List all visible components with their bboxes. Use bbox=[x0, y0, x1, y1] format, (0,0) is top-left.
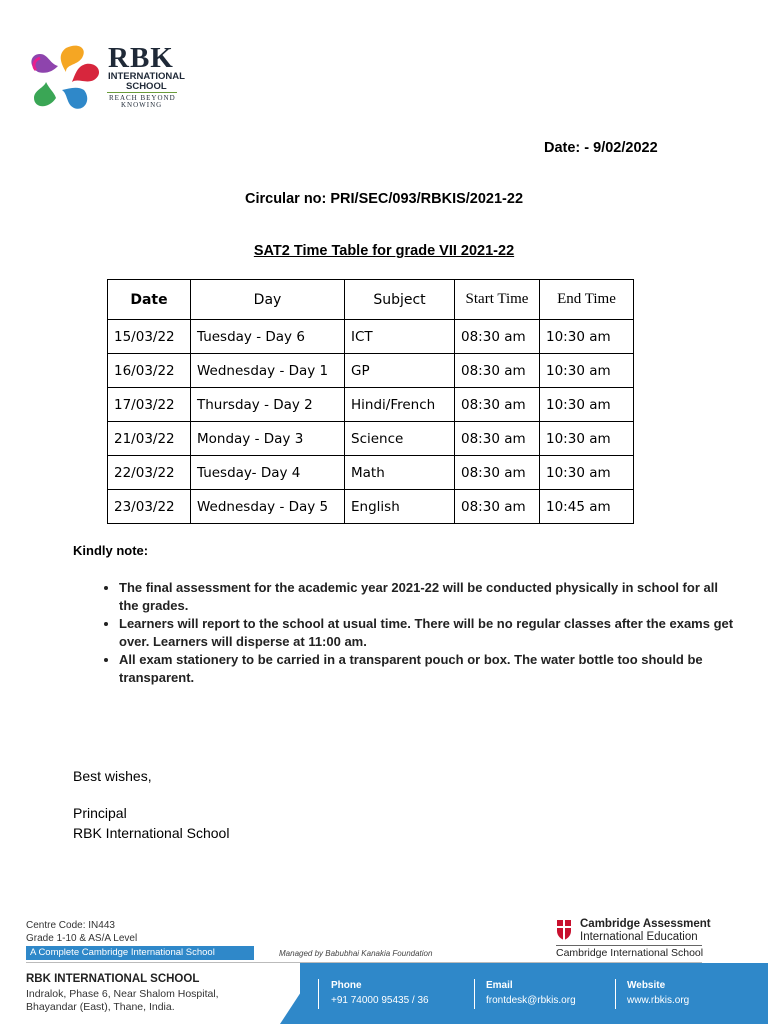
table-row bbox=[108, 354, 634, 388]
cell-start: 08:30 am bbox=[455, 320, 540, 354]
header-subject: Subject bbox=[345, 280, 455, 320]
list-item: • All exam stationery to be carried in a transparent pouch or box. The water bottle too should be transparent. bbox=[119, 651, 739, 687]
timetable-table bbox=[107, 279, 634, 524]
cell-day: Wednesday - Day 5 bbox=[191, 490, 345, 524]
cambridge-shield-icon bbox=[556, 919, 572, 941]
cell-date: 17/03/22 bbox=[108, 388, 191, 422]
cell-day: Wednesday - Day 1 bbox=[191, 354, 345, 388]
header-date: Date bbox=[108, 280, 191, 320]
circular-date: Date: - 9/02/2022 bbox=[544, 140, 658, 156]
logo-line-international: INTERNATIONAL bbox=[108, 71, 185, 82]
circular-number: Circular no: PRI/SEC/093/RBKIS/2021-22 bbox=[244, 191, 524, 207]
cell-start: 08:30 am bbox=[455, 354, 540, 388]
cell-date: 22/03/22 bbox=[108, 456, 191, 490]
cell-end: 10:30 am bbox=[540, 422, 634, 456]
logo-line-school: SCHOOL bbox=[126, 81, 167, 92]
table-row bbox=[108, 320, 634, 354]
logo-tagline-2: KNOWING bbox=[121, 101, 163, 109]
list-item: • Learners will report to the school at usual time. There will be no regular classes after the exams get over. Learners will disperse at 11:00 am. bbox=[119, 615, 739, 651]
cell-date: 15/03/22 bbox=[108, 320, 191, 354]
table-row bbox=[108, 490, 634, 524]
list-item: • The final assessment for the academic year 2021-22 will be conducted physically in school for all the grades. bbox=[119, 579, 739, 615]
cell-start: 08:30 am bbox=[455, 422, 540, 456]
cell-start: 08:30 am bbox=[455, 490, 540, 524]
logo-divider bbox=[107, 92, 177, 93]
header-start-time: Start Time bbox=[455, 280, 540, 320]
logo-tagline-1: REACH BEYOND bbox=[109, 94, 176, 102]
timetable-title: SAT2 Time Table for grade VII 2021-22 bbox=[253, 243, 515, 259]
email-label: Email bbox=[486, 980, 513, 991]
cell-date: 21/03/22 bbox=[108, 422, 191, 456]
cell-subject: English bbox=[345, 490, 455, 524]
cell-end: 10:30 am bbox=[540, 320, 634, 354]
cambridge-school-label: Cambridge International School bbox=[556, 947, 704, 959]
signoff-wishes: Best wishes, bbox=[73, 768, 152, 784]
footer-cambridge-bar: A Complete Cambridge International School bbox=[26, 946, 254, 960]
table-header-row bbox=[108, 280, 634, 320]
footer-grades: Grade 1-10 & AS/A Level bbox=[26, 933, 138, 944]
cambridge-divider bbox=[556, 945, 702, 946]
contact-separator bbox=[474, 979, 475, 1009]
website-label: Website bbox=[627, 980, 666, 991]
notes-list bbox=[73, 579, 739, 687]
header-end-time: End Time bbox=[540, 280, 634, 320]
logo-wordmark: RBK bbox=[108, 42, 174, 74]
hands-emblem-icon bbox=[31, 46, 99, 109]
footer-school-name: RBK INTERNATIONAL SCHOOL bbox=[26, 973, 200, 985]
table-row bbox=[108, 422, 634, 456]
contact-separator bbox=[318, 979, 319, 1009]
footer-centre-code: Centre Code: IN443 bbox=[26, 920, 115, 931]
cell-day: Tuesday- Day 4 bbox=[191, 456, 345, 490]
cambridge-name-line-1: Cambridge Assessment bbox=[580, 918, 711, 930]
cell-day: Tuesday - Day 6 bbox=[191, 320, 345, 354]
notes-title: Kindly note: bbox=[73, 543, 149, 558]
cell-day: Monday - Day 3 bbox=[191, 422, 345, 456]
website-value[interactable]: www.rbkis.org bbox=[627, 995, 690, 1006]
email-value[interactable]: frontdesk@rbkis.org bbox=[486, 995, 576, 1006]
footer-address-line-2: Bhayandar (East), Thane, India. bbox=[26, 1001, 175, 1013]
cell-day: Thursday - Day 2 bbox=[191, 388, 345, 422]
cell-end: 10:30 am bbox=[540, 456, 634, 490]
cell-subject: Math bbox=[345, 456, 455, 490]
cell-subject: ICT bbox=[345, 320, 455, 354]
contact-separator bbox=[615, 979, 616, 1009]
cell-end: 10:45 am bbox=[540, 490, 634, 524]
table-row bbox=[108, 456, 634, 490]
cell-date: 23/03/22 bbox=[108, 490, 191, 524]
footer-address-line-1: Indralok, Phase 6, Near Shalom Hospital, bbox=[26, 988, 219, 1000]
cambridge-name-line-2: International Education bbox=[580, 931, 698, 943]
cell-end: 10:30 am bbox=[540, 354, 634, 388]
cell-start: 08:30 am bbox=[455, 456, 540, 490]
signoff-school: RBK International School bbox=[73, 825, 230, 841]
cell-subject: Hindi/French bbox=[345, 388, 455, 422]
cell-start: 08:30 am bbox=[455, 388, 540, 422]
phone-value[interactable]: +91 74000 95435 / 36 bbox=[331, 995, 429, 1006]
cell-end: 10:30 am bbox=[540, 388, 634, 422]
footer-contact-band bbox=[300, 963, 768, 1024]
table-row bbox=[108, 388, 634, 422]
footer-managed-by: Managed by Babubhai Kanakia Foundation bbox=[279, 949, 433, 958]
phone-label: Phone bbox=[331, 980, 362, 991]
header-day: Day bbox=[191, 280, 345, 320]
signoff-title: Principal bbox=[73, 805, 127, 821]
cell-subject: Science bbox=[345, 422, 455, 456]
cell-subject: GP bbox=[345, 354, 455, 388]
cell-date: 16/03/22 bbox=[108, 354, 191, 388]
